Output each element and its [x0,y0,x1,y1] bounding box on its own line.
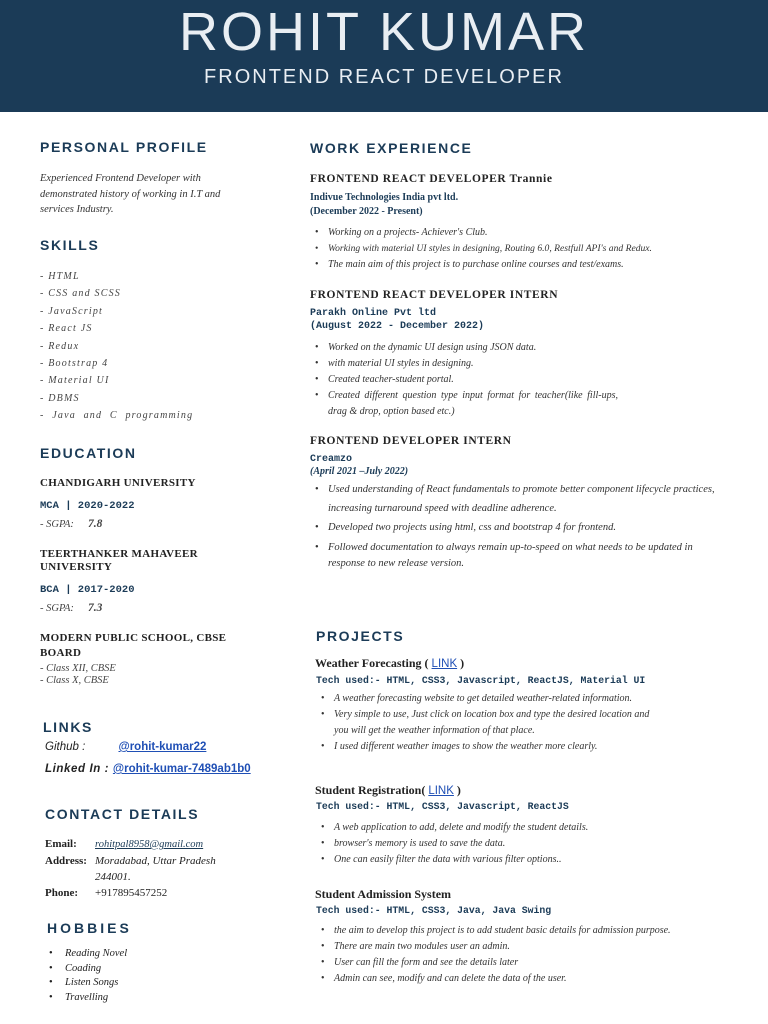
hobby-item: • Travelling [45,991,127,1006]
skill-item: - Java and C programming [40,410,194,422]
project-bullet: • the aim to develop this project is to add student basic details for admission purpose. [316,923,766,939]
hobbies-list [45,947,127,1005]
projects-heading: PROJECTS [316,628,405,644]
contact-heading: CONTACT DETAILS [45,806,200,822]
skill-item: - React JS [40,323,93,335]
score-value: 7.3 [87,602,103,614]
linkedin-label: Linked In : [45,763,110,775]
profile-text: Experienced Frontend Developer with demonstrated history of working in I.T and services Industry. [40,173,221,215]
project-bullet: • There are main two modules user an admin. [316,939,766,955]
project-tech: Tech used:- HTML, CSS3, Java, Java Swing [316,905,552,916]
address-label: Address: [45,855,87,867]
phone-value: +917895457252 [95,887,168,899]
class-item: - Class X, CBSE [40,675,109,686]
job-bullet: • with material UI styles in designing. [310,356,618,372]
class-item: - Class XII, CBSE [40,663,116,674]
job-bullet: • Working on a projects- Achiever's Club. [310,225,768,241]
job-bullet: • Worked on the dynamic UI design using JSON data. [310,340,618,356]
profile-heading: PERSONAL PROFILE [40,139,208,155]
score-label: - SGPA: [40,519,74,530]
candidate-name: ROHIT KUMAR [178,2,590,62]
education-heading: EDUCATION [40,445,137,461]
project-link[interactable]: LINK [428,785,454,797]
job-title: FRONTEND REACT DEVELOPER Trannie [310,173,553,185]
score-value: 7.8 [87,518,103,530]
links-heading: LINKS [43,719,93,735]
project-bullet: • Very simple to use, Just click on location box and type the desired location and you will get the weather information of that place. [316,707,656,739]
phone-label: Phone: [45,887,78,899]
project-tech: Tech used:- HTML, CSS3, Javascript, ReactJS, Material UI [316,675,646,686]
project-tech: Tech used:- HTML, CSS3, Javascript, ReactJS [316,801,569,812]
skill-item: - Bootstrap 4 [40,357,109,369]
job-bullets [310,225,768,273]
job-bullets [310,480,750,572]
resume-header [0,0,768,112]
project-title: Weather Forecasting ( LINK ) [315,656,465,670]
job-bullet: • Created teacher-student portal. [310,372,618,388]
education-score [40,602,102,614]
email-label: Email: [45,838,77,850]
skill-item: - JavaScript [40,305,103,317]
email-value[interactable]: rohitpal8958@gmail.com [95,839,204,850]
job-bullet: • Created different question type input format for teacher(like fill-ups, drag & drop, option based etc.) [310,388,618,420]
skill-item: - CSS and SCSS [40,288,121,300]
job-bullet: • The main aim of this project is to purchase online courses and test/exams. [310,257,768,273]
education-score [40,518,102,530]
github-label: Github : [45,741,86,753]
candidate-role: FRONTEND REACT DEVELOPER [204,66,564,88]
education-school: MODERN PUBLIC SCHOOL, CBSE BOARD [40,632,227,659]
job-dates: (April 2021 –July 2022) [310,466,409,477]
job-bullet: • Developed two projects using html, css and bootstrap 4 for frontend. [310,518,648,537]
project-bullet: • A web application to add, delete and modify the student details. [316,820,676,836]
education-school: CHANDIGARH UNIVERSITY [40,477,196,489]
skill-item: - HTML [40,271,80,282]
skills-heading: SKILLS [40,237,100,253]
project-bullet: • Admin can see, modify and can delete the data of the user. [316,971,766,987]
project-link[interactable]: LINK [431,658,458,670]
project-bullets [316,820,676,868]
job-bullet: • Working with material UI styles in designing, Routing 6.0, Restfull API's and Redux. [310,241,768,257]
job-company: Creamzo [310,454,353,465]
project-bullets [316,923,766,987]
job-dates: (December 2022 - Present) [310,206,423,217]
project-bullet: • browser's memory is used to save the data. [316,836,676,852]
work-heading: WORK EXPERIENCE [310,140,473,156]
project-title: Student Admission System [315,887,452,901]
education-school: TEERTHANKER MAHAVEER UNIVERSITY [40,548,198,573]
job-bullet: • Used understanding of React fundamentals to promote better component lifecycle practices, increasing turnaround speed with deadline adherence. [310,480,750,518]
skill-item: - DBMS [40,392,80,404]
project-bullet: • I used different weather images to show the weather more clearly. [316,739,656,755]
skill-item: - Redux [40,340,80,352]
project-bullet: • A weather forecasting website to get detailed weather-related information. [316,691,656,707]
job-company: Parakh Online Pvt ltd [310,308,437,319]
github-row [45,741,206,753]
skills-list [40,268,193,425]
linkedin-link[interactable]: @rohit-kumar-7489ab1b0 [112,763,251,775]
project-title: Student Registration( LINK ) [315,783,461,797]
job-title: FRONTEND DEVELOPER INTERN [310,435,512,447]
job-bullets [310,340,618,420]
education-degree: MCA | 2020-2022 [40,500,135,512]
hobby-item: • Reading Novel [45,947,127,962]
skill-item: - Material UI [40,375,110,387]
job-title: FRONTEND REACT DEVELOPER INTERN [310,289,559,301]
score-label: - SGPA: [40,603,74,614]
education-classes [40,663,116,687]
address-line1: Moradabad, Uttar Pradesh [95,855,216,867]
hobby-item: • Coading [45,962,127,977]
project-bullets [316,691,656,755]
hobby-item: • Listen Songs [45,976,127,991]
project-bullet: • User can fill the form and see the details later [316,955,766,971]
job-company: Indivue Technologies India pvt ltd. [310,192,459,203]
education-degree: BCA | 2017-2020 [40,584,135,596]
contact-details [45,836,275,901]
project-bullet: • One can easily filter the data with various filter options.. [316,852,676,868]
job-dates: (August 2022 - December 2022) [310,321,485,332]
job-bullet: • Followed documentation to always remain up-to-speed on what needs to be updated in response to new release version. [310,540,698,572]
hobbies-heading: HOBBIES [47,920,132,936]
address-line2: 244001. [95,871,131,883]
github-link[interactable]: @rohit-kumar22 [118,741,207,753]
linkedin-row [45,763,251,775]
